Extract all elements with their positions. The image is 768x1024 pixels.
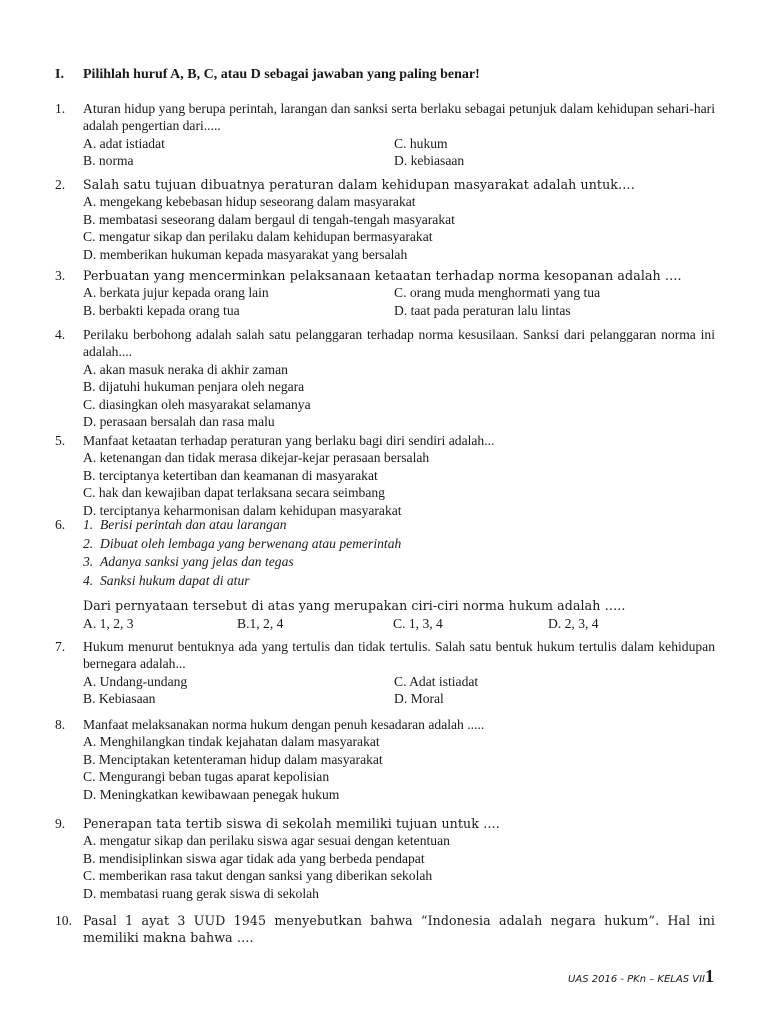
page-footer [568,968,714,988]
option-b: B. Menciptakan ketenteraman hidup dalam masyarakat [83,751,383,767]
question-text: Manfaat ketaatan terhadap peraturan yang berlaku bagi diri sendiri adalah... [83,433,495,448]
question-6 [55,516,715,632]
option-c: C. orang muda menghormati yang tua [394,285,601,301]
question-text: Manfaat melaksanakan norma hukum dengan penuh kesadaran adalah ..... [83,717,485,732]
question-number: 7. [55,639,66,654]
question-number: 8. [55,717,66,732]
option-d: D. Moral [394,691,444,707]
option-d: D. perasaan bersalah dan rasa malu [83,414,275,430]
option-d: D. kebiasaan [394,153,465,169]
question-number: 2. [55,177,66,192]
statement-item: 3. Adanya sanksi yang jelas dan tegas [83,554,294,570]
section-heading [55,66,480,83]
option-b: B. norma [83,153,134,169]
statement-item: 4. Sanksi hukum dapat di atur [83,572,250,588]
option-a: A. akan masuk neraka di akhir zaman [83,361,288,377]
option-d: D. 2, 3, 4 [548,615,599,631]
question-text: Salah satu tujuan dibuatnya peraturan dalam kehidupan masyarakat adalah untuk…. [83,177,635,192]
option-d: D. Meningkatkan kewibawaan penegak hukum [83,786,340,802]
question-number: 4. [55,327,66,342]
option-c: C. hukum [394,135,448,151]
footer-label: UAS 2016 - PKn – KELAS VII [568,974,705,985]
option-a: A. Menghilangkan tindak kejahatan dalam masyarakat [83,734,380,750]
option-b: B. terciptanya ketertiban dan keamanan di masyarakat [83,467,378,483]
option-c: C. diasingkan oleh masyarakat selamanya [83,396,311,412]
option-a: A. adat istiadat [83,135,165,151]
question-10 [55,912,715,947]
question-2 [55,176,715,263]
question-5 [55,432,715,519]
question-number: 6. [55,517,66,532]
option-d: D. membatasi ruang gerak siswa di sekolah [83,885,319,901]
option-c: C. Adat istiadat [394,673,479,689]
question-text: Perbuatan yang mencerminkan pelaksanaan ketaatan terhadap norma kesopanan adalah …. [83,268,682,283]
option-a: A. Undang-undang [83,673,188,689]
question-text: Dari pernyataan tersebut di atas yang merupakan ciri-ciri norma hukum adalah ….. [83,598,626,614]
option-b: B. Kebiasaan [83,691,156,707]
page-number: 1 [705,966,714,986]
question-8 [55,716,715,803]
question-number: 9. [55,816,66,831]
option-b: B. dijatuhi hukuman penjara oleh negara [83,379,305,395]
question-text: Hukum menurut bentuknya ada yang tertulis dan tidak tertulis. Salah satu bentuk hukum tertulis dalam kehidupan bernegara adalah... [83,639,715,672]
question-1 [55,100,715,170]
statement-item: 1. Berisi perintah dan atau larangan [83,517,287,532]
question-9 [55,815,715,902]
option-c: C. 1, 3, 4 [393,615,443,631]
option-c: C. hak dan kewajiban dapat terlaksana secara seimbang [83,485,385,501]
question-text: Penerapan tata tertib siswa di sekolah memiliki tujuan untuk …. [83,816,500,831]
option-a: A. 1, 2, 3 [83,615,134,631]
question-4 [55,326,715,430]
question-text: Aturan hidup yang berupa perintah, larangan dan sanksi serta berlaku sebagai petunjuk dalam kehidupan sehari-hari adalah pengertian dari..... [83,101,715,134]
option-b: B. membatasi seseorang dalam bergaul di tengah-tengah masyarakat [83,211,455,227]
question-number: 1. [55,101,66,116]
option-c: C. mengatur sikap dan perilaku dalam kehidupan bermasyarakat [83,229,433,245]
question-text: Perilaku berbohong adalah salah satu pelanggaran terhadap norma kesusilaan. Sanksi dari pelanggaran norma ini adalah.... [83,327,715,360]
option-b: B. berbakti kepada orang tua [83,302,240,318]
option-a: A. ketenangan dan tidak merasa dikejar-kejar perasaan bersalah [83,450,430,466]
option-b: B. mendisiplinkan siswa agar tidak ada yang berbeda pendapat [83,850,425,866]
question-7 [55,638,715,708]
option-c: C. memberikan rasa takut dengan sanksi yang diberikan sekolah [83,868,433,884]
option-a: A. mengatur sikap dan perilaku siswa agar sesuai dengan ketentuan [83,833,450,849]
section-number: I. [55,67,64,82]
option-b: B.1, 2, 4 [237,615,284,631]
option-d: D. memberikan hukuman kepada masyarakat yang bersalah [83,246,408,262]
option-c: C. Mengurangi beban tugas aparat kepolisian [83,769,330,785]
option-a: A. mengekang kebebasan hidup seseorang dalam masyarakat [83,194,416,210]
question-number: 5. [55,433,66,448]
question-3 [55,267,715,319]
statement-item: 2. Dibuat oleh lembaga yang berwenang atau pemerintah [83,535,402,551]
option-d: D. taat pada peraturan lalu lintas [394,302,571,318]
statement-list [83,516,715,589]
option-d: D. terciptanya keharmonisan dalam kehidupan masyarakat [83,502,402,518]
question-number: 3. [55,268,66,283]
option-a: A. berkata jujur kepada orang lain [83,285,269,301]
question-text: Pasal 1 ayat 3 UUD 1945 menyebutkan bahwa “Indonesia adalah negara hukum”. Hal ini memiliki makna bahwa …. [83,913,715,946]
section-instruction: Pilihlah huruf A, B, C, atau D sebagai jawaban yang paling benar! [83,67,480,82]
question-number: 10. [55,913,72,928]
